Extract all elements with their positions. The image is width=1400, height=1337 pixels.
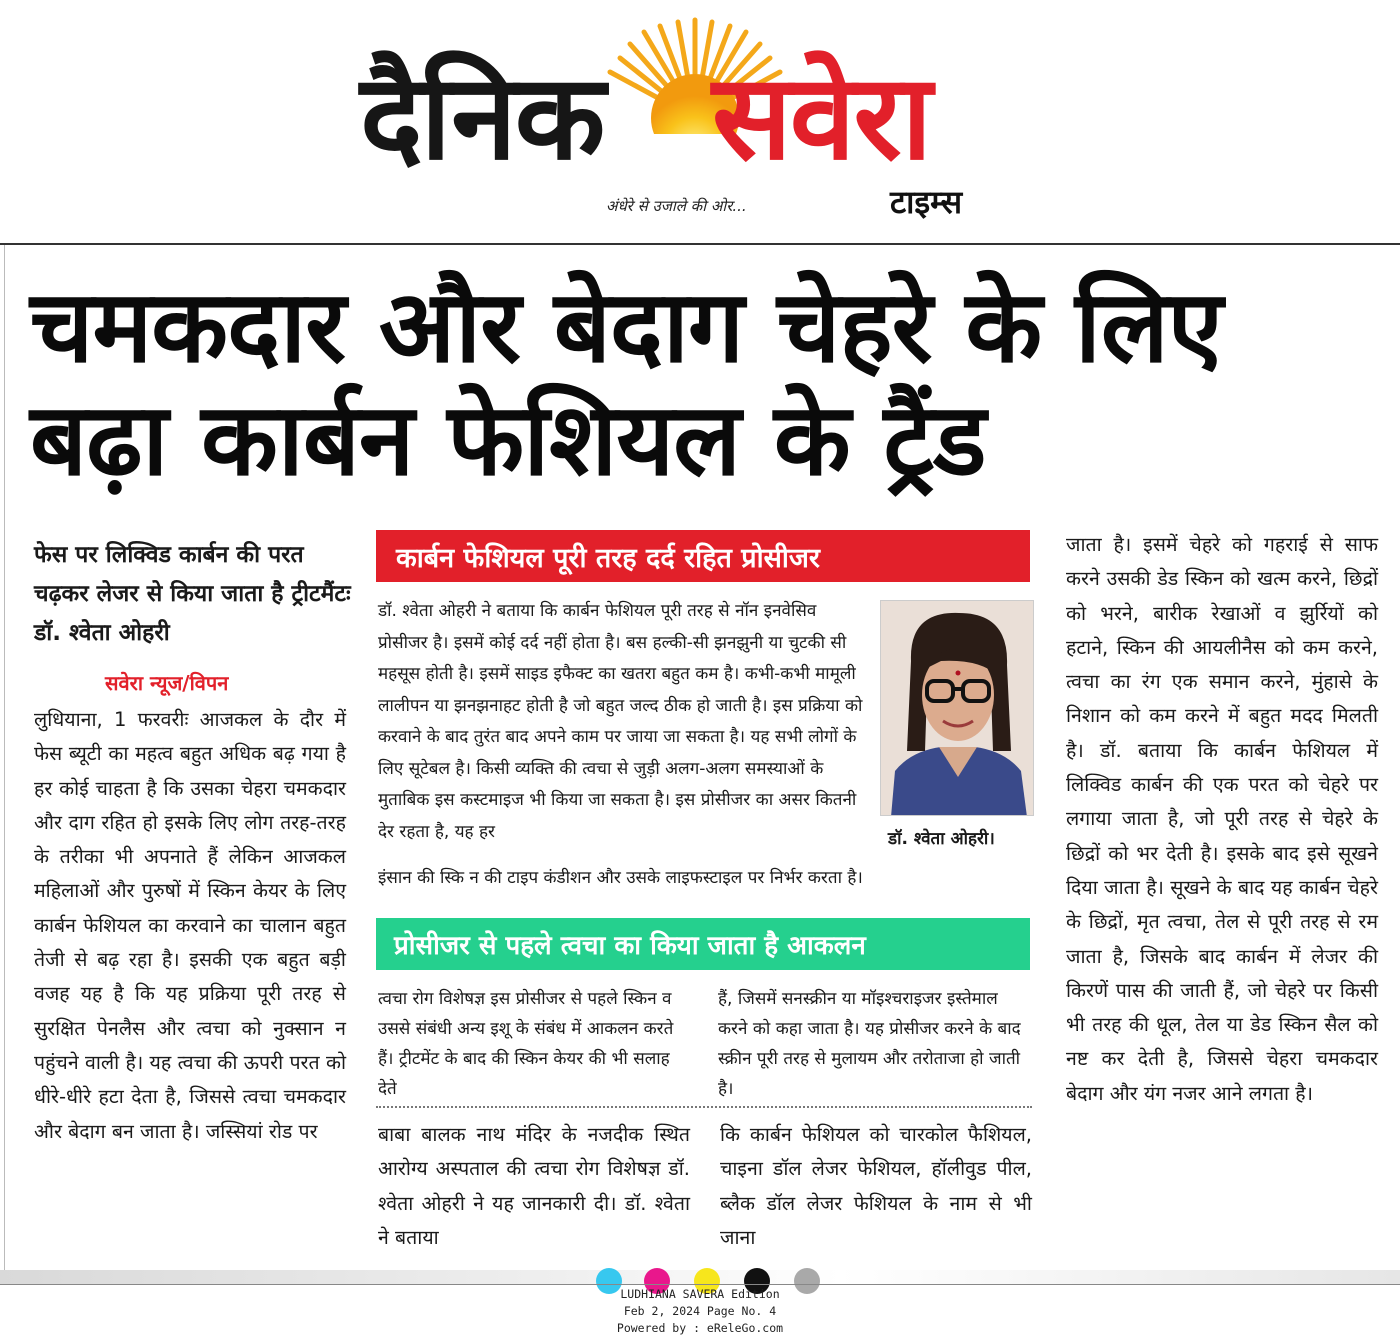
masthead-times: टाइम्स — [890, 183, 963, 221]
masthead-name-dainik: दैनिक — [360, 48, 604, 186]
article-byline: सवेरा न्यूज/विपन — [105, 671, 229, 695]
green-box-banner — [376, 918, 1030, 970]
footer-edition: LUDHIANA SAVERA Edition — [620, 1287, 780, 1301]
article-column-middle-1: बाबा बालक नाथ मंदिर के नजदीक स्थित आरोग्य अस्पताल की त्वचा रोग विशेषज्ञ डॉ. श्वेता ओहरी ने यह जानकारी दी। डॉ. श्वेता ने बताया — [378, 1123, 690, 1249]
page-left-rule — [4, 245, 5, 1275]
masthead-tagline: अंधेरे से उजाले की ओर... — [606, 197, 747, 215]
green-box-col1: त्वचा रोग विशेषज्ञ इस प्रोसीजर से पहले स्किन व उससे संबंधी अन्य इशू के संबंध में आकलन करते हैं। ट्रीटमेंट के बाद की स्किन केयर की भी सलाह देते — [378, 989, 674, 1099]
doctor-portrait-image — [881, 601, 1034, 816]
red-box-banner — [376, 530, 1030, 582]
masthead-divider — [0, 243, 1400, 245]
footer-date-page: Feb 2, 2024 Page No. 4 — [623, 1304, 777, 1318]
article-column-left: लुधियाना, 1 फरवरीः आजकल के दौर में फेस ब्यूटी का महत्व बहुत अधिक बढ़ गया है हर कोई चाहता है कि उसका चेहरा चमकदार और दाग रहित हो इसके लिए लोग तरह-तरह के तरीका भी अपनाते हैं लेकिन आजकल महिलाओं और पुरुषों में स्किन केयर के लिए कार्बन फेशियल का करवाने का चालान बहुत तेजी से बढ़ रहा है। इसकी एक बहुत बड़ी वजह यह है कि यह प्रक्रिया पूरी तरह से सुरक्षित पेनलैस और त्वचा को नुक्सान न पहुंचने वाली है। यह त्वचा की ऊपरी परत को धीरे-धीरे हटा देता है, जिससे त्वचा चमकदार और बेदाग बन जाता है। जस्सियां रोड पर — [34, 708, 346, 1143]
red-box-text: डॉ. श्वेता ओहरी ने बताया कि कार्बन फेशियल पूरी तरह से नॉन इनवेसिव प्रोसीजर है। इसमें कोई दर्द नहीं होता है। बस हल्की-सी झनझुनी या चुटकी सी महसूस होती है। इसमें साइड इफैक्ट का खतरा बहुत कम है। कभी-कभी मामूली लालीपन या झनझनाहट होती है जो बहुत जल्द ठीक हो जाती है। इस प्रक्रिया को करवाने के बाद तुरंत बाद अपने काम पर जाया जा सकता है। यह सभी लोगों के लिए सूटेबल है। किसी व्यक्ति की त्वचा से जुड़ी अलग-अलग समस्याओं के मुताबिक इस कस्टमाइज भी किया जा सकता है। इस प्रोसीजर का असर कितनी देर रहता है, यह हर — [378, 601, 863, 842]
article-column-right: जाता है। इसमें चेहरे को गहराई से साफ करने उसकी डेड स्किन को खत्म करने, छिद्रों को भरने, बारीक रेखाओं व झुर्रियों को हटाने, स्किन की आयलीनैस को कम करने, त्वचा का रंग एक समान करने, मुंहासे के निशान को कम करने में बहुत मदद मिलती है। डॉ. बताया कि कार्बन फेशियल में लिक्विड कार्बन की एक परत को चेहरे पर लगाया जाता है, जो पूरी तरह से चेहरे के छिद्रों को भर देती है। इसके बाद इसे सूखने दिया जाता है। सूखने के बाद यह कार्बन चेहरे के छिद्रों, मृत त्वचा, तेल से पूरी तरह से रम जाता है, जिसके बाद कार्बन में लेजर की किरणें पास की जाती हैं, जो चेहरे पर किसी भी तरह की धूल, तेल या डेड स्किन सैल को नष्ट कर देती है, जिससे चेहरा चमकदार बेदाग और यंग नजर आने लगता है। — [1066, 533, 1378, 1105]
masthead — [0, 0, 1400, 244]
red-box-last-line: इंसान की स्कि न की टाइप कंडीशन और उसके लाइफस्टाइल पर निर्भर करता है। — [378, 868, 863, 888]
footer-powered-by: Powered by : eReleGo.com — [616, 1321, 784, 1335]
article-subhead: फेस पर लिक्विड कार्बन की परत चढ़कर लेजर से किया जाता है ट्रीटमैंटः डॉ. श्वेता ओहरी — [34, 542, 351, 646]
masthead-name-savera: सवेरा — [712, 48, 931, 186]
green-box-title: प्रोसीजर से पहले त्वचा का किया जाता है आकलन — [394, 931, 866, 961]
article-column-middle-2: कि कार्बन फेशियल को चारकोल फैशियल, चाइना डॉल लेजर फेशियल, हॉलीवुड पील, ब्लैक डॉल लेजर फेशियल के नाम से भी जाना — [720, 1123, 1032, 1249]
box-bottom-divider — [376, 1106, 1032, 1108]
article-headline: चमकदार और बेदाग चेहरे के लिए बढ़ा कार्बन फेशियल के ट्रैंड — [30, 268, 1222, 498]
footer-divider — [0, 1284, 1400, 1285]
photo-caption: डॉ. श्वेता ओहरी। — [888, 829, 995, 849]
doctor-photo — [880, 600, 1034, 816]
red-box-title: कार्बन फेशियल पूरी तरह दर्द रहित प्रोसीजर — [396, 543, 820, 574]
green-box-col2: हैं, जिसमें सनस्क्रीन या मॉइश्चराइजर इस्तेमाल करने को कहा जाता है। यह प्रोसीजर करने के बाद स्क्रीन पूरी तरह से मुलायम और तरोताजा हो जाती है। — [718, 989, 1021, 1099]
